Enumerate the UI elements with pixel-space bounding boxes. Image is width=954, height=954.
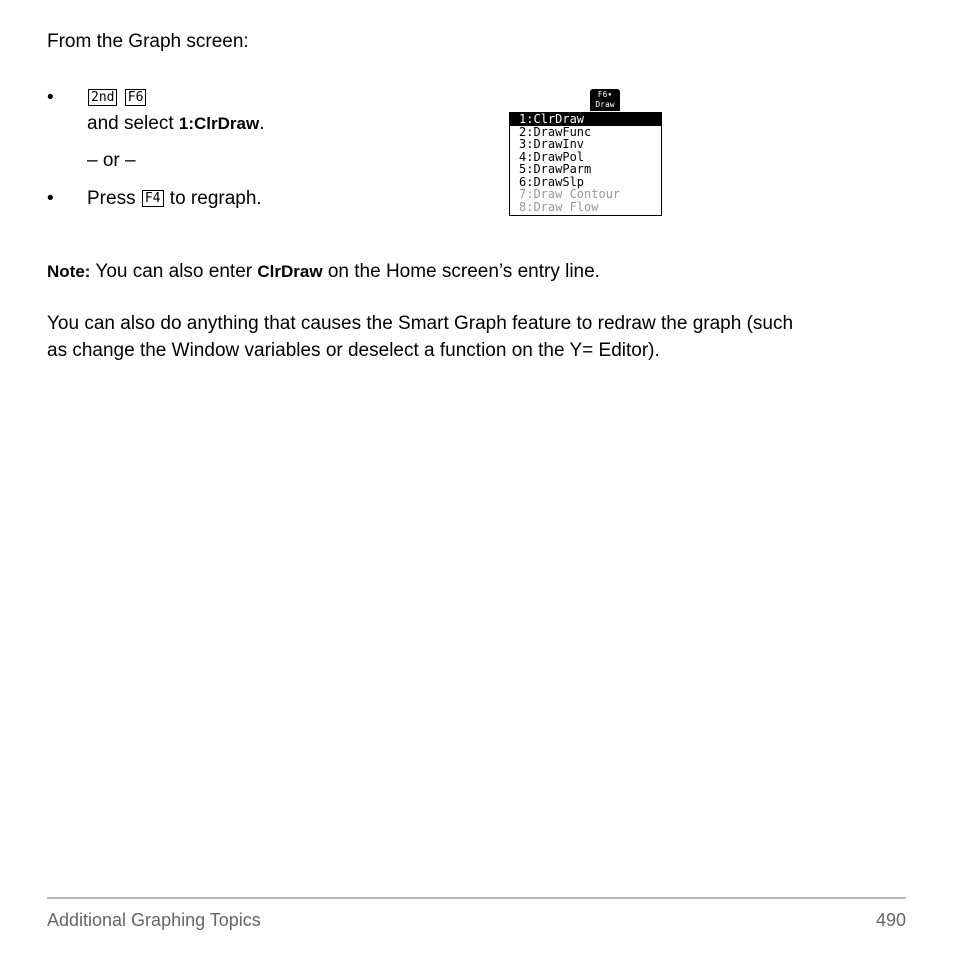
footer-divider — [47, 897, 906, 899]
calc-tab-key: F6▾ — [597, 90, 613, 99]
calc-menu-item: 3:DrawInv — [519, 137, 585, 151]
step1-text-pre: and select — [87, 113, 179, 134]
paragraph-line-2: as change the Window variables or deselect a function on the Y= Editor). — [47, 340, 660, 361]
calc-draw-menu — [509, 112, 662, 216]
bullet-1: • — [47, 87, 54, 108]
note — [47, 258, 600, 285]
or-separator: – or – — [87, 150, 136, 171]
calc-menu-item: 4:DrawPol — [519, 149, 585, 164]
note-label: Note: — [47, 262, 91, 281]
note-post: on the Home screen’s entry line. — [322, 261, 600, 282]
step2-text — [87, 185, 262, 212]
footer-page-number: 490 — [875, 910, 906, 930]
calc-menu-item: 6:DrawSlp — [519, 174, 585, 189]
footer-section: Additional Graphing Topics — [47, 910, 261, 930]
note-command: ClrDraw — [257, 262, 323, 281]
step2-post: to regraph. — [164, 188, 262, 209]
calc-menu-tab — [590, 89, 620, 111]
paragraph-line-1: You can also do anything that causes the Smart Graph feature to redraw the graph (such — [47, 313, 794, 334]
intro-text: From the Graph screen: — [47, 31, 249, 52]
key-2nd: 2nd — [88, 89, 117, 106]
step2-pre: Press — [87, 188, 141, 209]
calc-menu-item: 1:ClrDraw — [510, 113, 661, 126]
key-f4: F4 — [142, 190, 164, 207]
note-pre: You can also enter — [90, 261, 258, 282]
calc-tab-label: Draw — [595, 100, 615, 109]
calc-menu-item: 5:DrawParm — [519, 162, 592, 176]
calc-menu-item: 7:Draw Contour — [519, 187, 621, 201]
bullet-2: • — [47, 188, 54, 209]
step1-text — [87, 110, 265, 137]
calc-menu-item: 2:DrawFunc — [519, 124, 592, 139]
step1-keys — [87, 84, 147, 111]
key-f6: F6 — [125, 89, 147, 106]
step1-text-post: . — [259, 113, 265, 134]
step1-command: 1:ClrDraw — [178, 114, 260, 133]
calc-menu-item: 8:Draw Flow — [519, 199, 599, 214]
